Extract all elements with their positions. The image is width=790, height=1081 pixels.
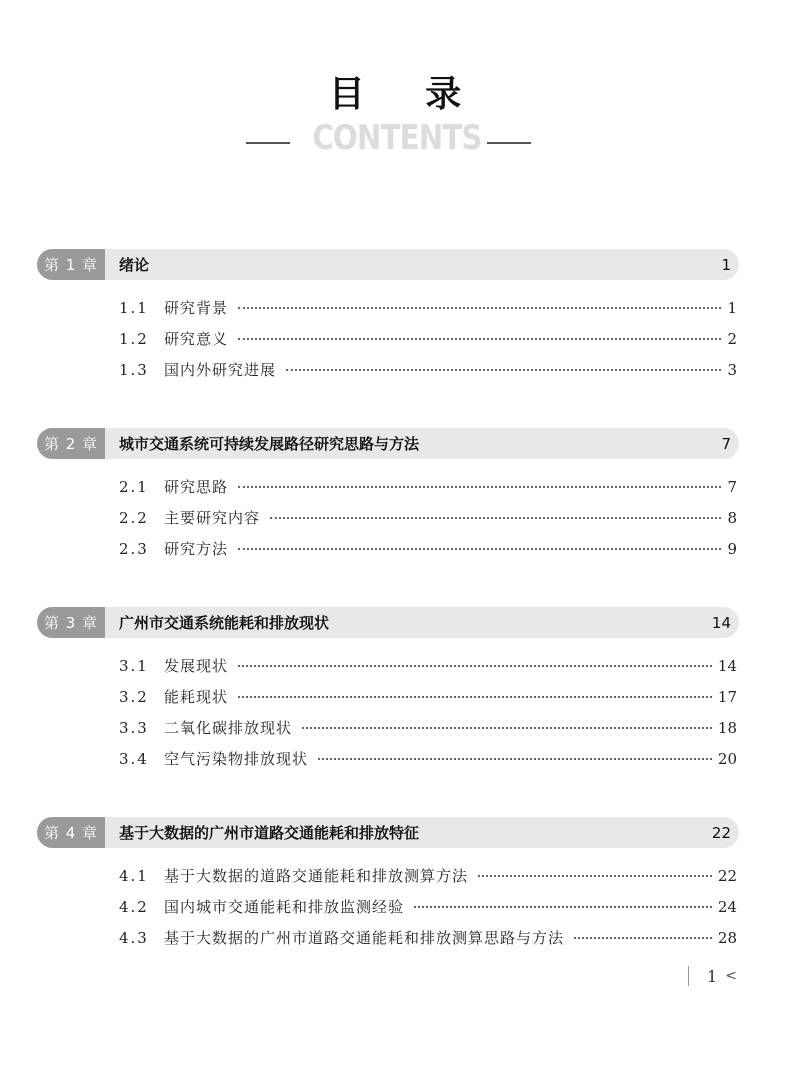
dot-leader bbox=[302, 727, 712, 729]
right-rule bbox=[487, 142, 531, 144]
page-footer bbox=[688, 964, 737, 988]
section-title: 基于大数据的道路交通能耗和排放测算方法 bbox=[164, 867, 469, 885]
toc-entry[interactable] bbox=[37, 538, 739, 569]
toc-entry[interactable] bbox=[37, 748, 739, 779]
section-number: 4.1 bbox=[119, 867, 149, 885]
page-subtitle: CONTENTS bbox=[312, 118, 482, 158]
dot-leader bbox=[238, 307, 721, 309]
dot-leader bbox=[238, 338, 721, 340]
toc-entry[interactable] bbox=[37, 359, 739, 390]
section-page: 22 bbox=[717, 867, 737, 885]
toc-entry[interactable] bbox=[37, 297, 739, 328]
section-title: 国内城市交通能耗和排放监测经验 bbox=[164, 898, 405, 916]
chapter-number: 第 4 章 bbox=[37, 817, 105, 848]
chapter-heading[interactable] bbox=[37, 428, 739, 459]
section-title: 研究思路 bbox=[164, 478, 229, 496]
dot-leader bbox=[286, 369, 721, 371]
section-number: 3.3 bbox=[119, 719, 149, 737]
chapter-3 bbox=[37, 607, 739, 779]
toc-entry[interactable] bbox=[37, 476, 739, 507]
section-page: 1 bbox=[727, 299, 737, 317]
toc-entry[interactable] bbox=[37, 328, 739, 359]
chapter-page: 22 bbox=[711, 823, 731, 842]
toc-entry[interactable] bbox=[37, 717, 739, 748]
chapter-title: 基于大数据的广州市道路交通能耗和排放特征 bbox=[119, 824, 420, 842]
section-number: 4.2 bbox=[119, 898, 149, 916]
section-page: 9 bbox=[727, 540, 737, 558]
dot-leader bbox=[574, 937, 712, 939]
chapter-number: 第 2 章 bbox=[37, 428, 105, 459]
section-page: 24 bbox=[717, 898, 737, 916]
section-number: 3.2 bbox=[119, 688, 149, 706]
section-title: 基于大数据的广州市道路交通能耗和排放测算思路与方法 bbox=[164, 929, 565, 947]
section-page: 3 bbox=[727, 361, 737, 379]
page-title: 目 录 bbox=[328, 74, 486, 115]
chapter-page: 14 bbox=[711, 613, 731, 632]
dot-leader bbox=[318, 758, 712, 760]
section-title: 国内外研究进展 bbox=[164, 361, 277, 379]
chapter-heading[interactable] bbox=[37, 249, 739, 280]
section-page: 17 bbox=[717, 688, 737, 706]
chevron-left-icon: < bbox=[725, 968, 737, 984]
chapter-title: 广州市交通系统能耗和排放现状 bbox=[119, 614, 330, 632]
dot-leader bbox=[238, 696, 712, 698]
chapter-4 bbox=[37, 817, 739, 958]
toc-entry[interactable] bbox=[37, 865, 739, 896]
section-page: 14 bbox=[717, 657, 737, 675]
section-page: 18 bbox=[717, 719, 737, 737]
toc-entry[interactable] bbox=[37, 686, 739, 717]
chapter-page: 7 bbox=[721, 434, 731, 453]
chapter-heading[interactable] bbox=[37, 607, 739, 638]
toc-entry[interactable] bbox=[37, 507, 739, 538]
section-title: 研究意义 bbox=[164, 330, 229, 348]
dot-leader bbox=[478, 875, 712, 877]
chapter-2 bbox=[37, 428, 739, 569]
dot-leader bbox=[270, 517, 721, 519]
dot-leader bbox=[238, 665, 712, 667]
section-page: 2 bbox=[727, 330, 737, 348]
chapter-page: 1 bbox=[721, 255, 731, 274]
section-number: 3.1 bbox=[119, 657, 149, 675]
section-title: 研究方法 bbox=[164, 540, 229, 558]
section-number: 2.1 bbox=[119, 478, 149, 496]
chapter-number: 第 3 章 bbox=[37, 607, 105, 638]
section-title: 能耗现状 bbox=[164, 688, 229, 706]
section-title: 主要研究内容 bbox=[164, 509, 261, 527]
toc-entry[interactable] bbox=[37, 927, 739, 958]
dot-leader bbox=[238, 548, 721, 550]
dot-leader bbox=[238, 486, 721, 488]
footer-divider bbox=[688, 966, 689, 986]
chapter-title: 城市交通系统可持续发展路径研究思路与方法 bbox=[119, 435, 420, 453]
left-rule bbox=[246, 142, 290, 144]
section-number: 2.2 bbox=[119, 509, 149, 527]
section-number: 1.3 bbox=[119, 361, 149, 379]
section-page: 28 bbox=[717, 929, 737, 947]
section-page: 20 bbox=[717, 750, 737, 768]
subtitle-row bbox=[0, 118, 790, 168]
section-title: 发展现状 bbox=[164, 657, 229, 675]
section-number: 2.3 bbox=[119, 540, 149, 558]
chapter-heading[interactable] bbox=[37, 817, 739, 848]
section-number: 4.3 bbox=[119, 929, 149, 947]
chapter-1 bbox=[37, 249, 739, 390]
section-number: 1.2 bbox=[119, 330, 149, 348]
section-title: 研究背景 bbox=[164, 299, 229, 317]
toc-entry[interactable] bbox=[37, 655, 739, 686]
section-page: 7 bbox=[727, 478, 737, 496]
dot-leader bbox=[414, 906, 712, 908]
toc-entry[interactable] bbox=[37, 896, 739, 927]
chapter-title: 绪论 bbox=[119, 256, 150, 274]
section-number: 1.1 bbox=[119, 299, 149, 317]
chapter-number: 第 1 章 bbox=[37, 249, 105, 280]
section-title: 空气污染物排放现状 bbox=[164, 750, 309, 768]
page-number: 1 bbox=[707, 966, 718, 986]
section-title: 二氧化碳排放现状 bbox=[164, 719, 293, 737]
section-number: 3.4 bbox=[119, 750, 149, 768]
section-page: 8 bbox=[727, 509, 737, 527]
